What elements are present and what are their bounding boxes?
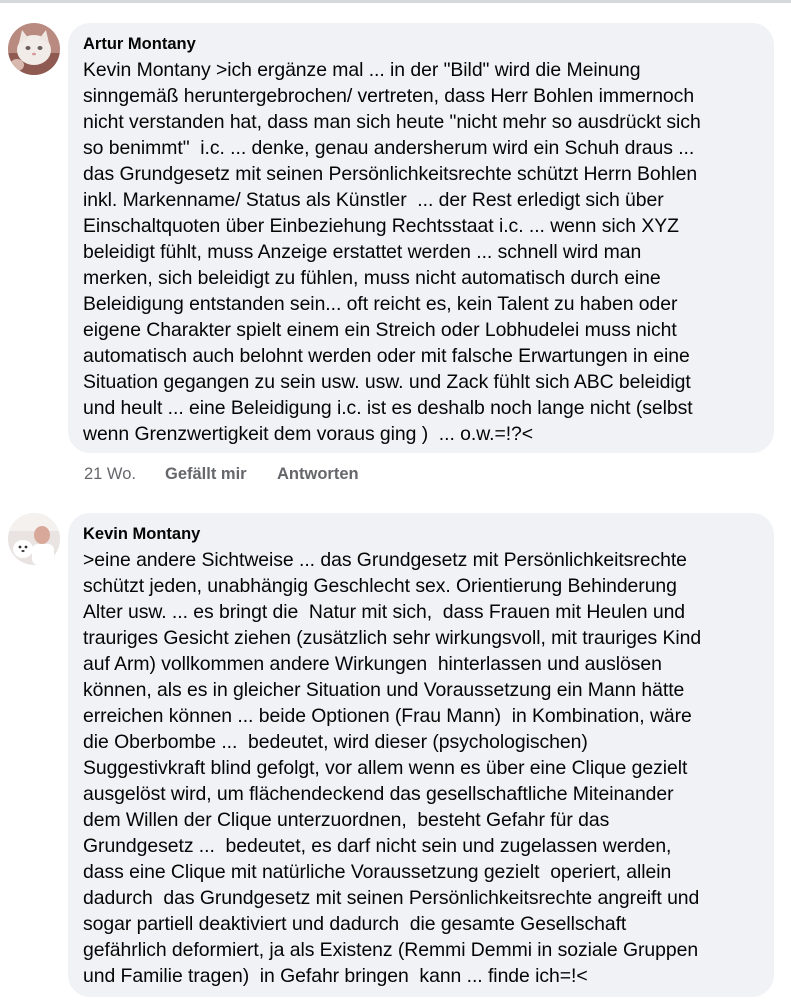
reply-button[interactable]: Antworten [277, 465, 359, 483]
white-cat-avatar-icon[interactable] [8, 23, 60, 75]
comment-bubble [68, 513, 774, 997]
comment-text: Kevin Montany >ich ergänze mal ... in der "Bild" wird die Meinung sinngemäß heruntergebrochen/ vertreten, dass Herr Bohlen immernoch nicht verstanden hat, dass man sich heute "nicht mehr so ausdrückt sich so benimmt" i.c. ... denke, genau andersherum wird ein Schuh draus ... das Grundgesetz mit seinen Persönlichkeitsrechte schützt Herrn Bohlen inkl. Markenname/ Status als Künstler ... der Rest erledigt sich über Einschaltquoten über Einbeziehung Rechtsstaat i.c. ... wenn sich XYZ beleidigt fühlt, muss Anzeige erstattet werden ... schnell wird man merken, sich beleidigt zu fühlen, muss nicht automatisch durch eine Beleidigung entstanden sein... oft reicht es, kein Talent zu haben oder eigene Charakter spielt einem ein Streich oder Lobhudelei muss nicht automatisch auch belohnt werden oder mit falsche Erwartungen in eine Situation gegangen zu sein usw. usw. und Zack fühlt sich ABC beleidigt und heult ... eine Beleidigung i.c. ist es deshalb noch lange nicht (selbst wenn Grenzwertigkeit dem voraus ging ) ... o.w.=!?< [83, 59, 701, 445]
comment-text: >eine andere Sichtweise ... das Grundgesetz mit Persönlichkeitsrechte schützt jeden, unabhängig Geschlecht sex. Orientierung Behinderung Alter usw. ... es bringt die Natur mit sich, dass Frauen mit Heulen und trauriges Gesicht ziehen (zusätzlich sehr wirkungsvoll, mit trauriges Kind auf Arm) vollkommen andere Wirkungen hinterlassen und auslösen können, als es in gleicher Situation und Voraussetzung ein Mann hätte erreichen können ... beide Optionen (Frau Mann) in Kombination, wäre die Oberbombe ... bedeutet, wird dieser (psychologischen) Suggestivkraft blind gefolgt, vor allem wenn es über eine Clique gezielt ausgelöst wird, um flächendeckend das gesellschaftliche Miteinander dem Willen der Clique unterzuordnen, besteht Gefahr für das Grundgesetz ... bedeutet, es darf nicht sein und zugelassen werden, dass eine Clique mit natürliche Voraussetzung gezielt operiert, allein dadurch das Grundgesetz mit seinen Persönlichkeitsrechte angreift und sogar partiell deaktiviert und dadurch die gesamte Gesellschaft gefährlich deformiert, ja als Existenz (Remmi Demmi in soziale Gruppen und Familie tragen) in Gefahr bringen kann ... finde ich=!< [83, 549, 702, 987]
comment-bubble [68, 23, 774, 453]
timestamp-link[interactable]: 21 Wo. [84, 465, 136, 483]
top-divider [0, 0, 791, 3]
author-name[interactable]: Kevin Montany [83, 525, 201, 543]
author-name[interactable]: Artur Montany [83, 35, 196, 53]
like-button[interactable]: Gefällt mir [165, 465, 247, 483]
comment-actions [84, 465, 359, 484]
person-with-dog-avatar-icon[interactable] [8, 513, 60, 565]
